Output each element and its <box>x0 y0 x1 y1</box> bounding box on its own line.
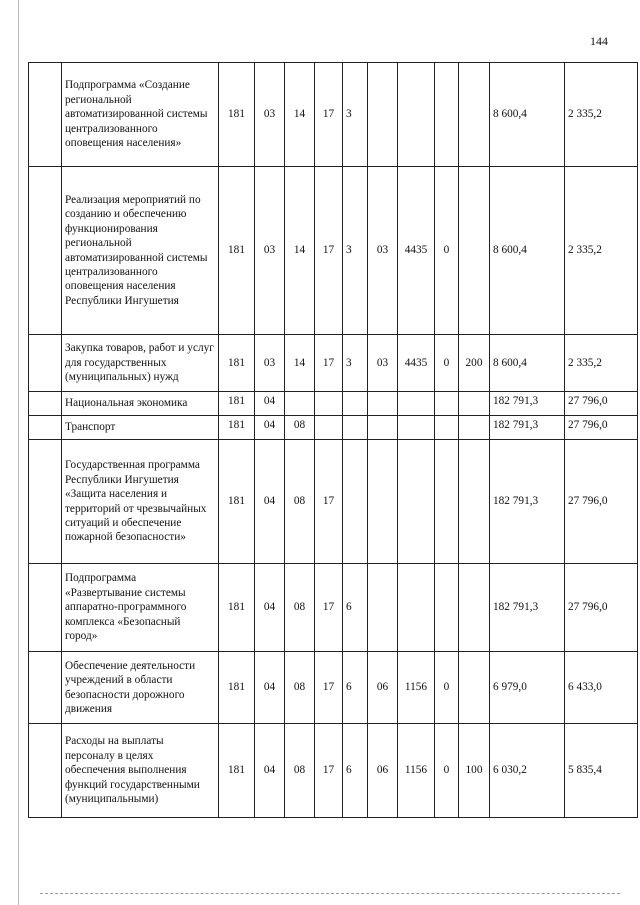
subsection-code: 08 <box>285 564 315 652</box>
table-row <box>29 564 638 652</box>
budget-table <box>28 62 638 818</box>
table-row <box>29 167 638 335</box>
amount-year-2: 5 835,4 <box>565 724 638 818</box>
direction-code: 1156 <box>398 652 435 724</box>
event-code <box>368 63 398 167</box>
table-row <box>29 724 638 818</box>
subprogram-code: 3 <box>343 335 368 392</box>
extra-code: 0 <box>435 724 459 818</box>
subprogram-code <box>343 392 368 416</box>
amount-year-1: 182 791,3 <box>490 392 565 416</box>
event-code: 06 <box>368 652 398 724</box>
section-code: 04 <box>255 392 285 416</box>
program-code: 17 <box>315 167 343 335</box>
subprogram-code: 3 <box>343 167 368 335</box>
extra-code <box>435 416 459 440</box>
section-code: 03 <box>255 63 285 167</box>
direction-code <box>398 440 435 564</box>
row-index-cell <box>29 335 62 392</box>
expense-type-code <box>459 440 490 564</box>
event-code <box>368 416 398 440</box>
subsection-code <box>285 392 315 416</box>
row-index-cell <box>29 440 62 564</box>
extra-code <box>435 440 459 564</box>
program-code: 17 <box>315 335 343 392</box>
ministry-code: 181 <box>219 652 255 724</box>
row-index-cell <box>29 416 62 440</box>
item-name: Закупка товаров, работ и услуг для государственных (муниципальных) нужд <box>62 335 219 392</box>
subsection-code: 14 <box>285 167 315 335</box>
event-code <box>368 392 398 416</box>
section-code: 04 <box>255 652 285 724</box>
direction-code <box>398 564 435 652</box>
section-code: 04 <box>255 724 285 818</box>
direction-code: 4435 <box>398 335 435 392</box>
expense-type-code: 200 <box>459 335 490 392</box>
subprogram-code: 3 <box>343 63 368 167</box>
amount-year-1: 6 979,0 <box>490 652 565 724</box>
subprogram-code <box>343 416 368 440</box>
table-row <box>29 416 638 440</box>
expense-type-code <box>459 392 490 416</box>
amount-year-2: 27 796,0 <box>565 392 638 416</box>
amount-year-2: 2 335,2 <box>565 167 638 335</box>
item-name: Национальная экономика <box>62 392 219 416</box>
program-code: 17 <box>315 652 343 724</box>
expense-type-code <box>459 63 490 167</box>
expense-type-code: 100 <box>459 724 490 818</box>
item-name: Транспорт <box>62 416 219 440</box>
subsection-code: 08 <box>285 440 315 564</box>
item-name: Расходы на выплаты персоналу в целях обеспечения выполнения функций государственными (муниципальными) <box>62 724 219 818</box>
extra-code <box>435 63 459 167</box>
item-name: Подпрограмма «Развертывание системы аппаратно-программного комплекса «Безопасный город» <box>62 564 219 652</box>
amount-year-2: 2 335,2 <box>565 63 638 167</box>
page-edge <box>18 0 19 905</box>
event-code: 03 <box>368 167 398 335</box>
extra-code: 0 <box>435 167 459 335</box>
ministry-code: 181 <box>219 167 255 335</box>
subsection-code: 14 <box>285 63 315 167</box>
direction-code: 1156 <box>398 724 435 818</box>
subsection-code: 08 <box>285 724 315 818</box>
event-code <box>368 564 398 652</box>
extra-code: 0 <box>435 652 459 724</box>
direction-code: 4435 <box>398 167 435 335</box>
amount-year-2: 6 433,0 <box>565 652 638 724</box>
table-row <box>29 335 638 392</box>
expense-type-code <box>459 416 490 440</box>
row-index-cell <box>29 167 62 335</box>
amount-year-2: 27 796,0 <box>565 440 638 564</box>
ministry-code: 181 <box>219 416 255 440</box>
ministry-code: 181 <box>219 440 255 564</box>
program-code <box>315 416 343 440</box>
amount-year-1: 182 791,3 <box>490 440 565 564</box>
subprogram-code: 6 <box>343 564 368 652</box>
section-code: 04 <box>255 416 285 440</box>
row-index-cell <box>29 63 62 167</box>
expense-type-code <box>459 564 490 652</box>
scan-edge-marks <box>40 893 620 898</box>
row-index-cell <box>29 392 62 416</box>
amount-year-1: 182 791,3 <box>490 564 565 652</box>
item-name: Обеспечение деятельности учреждений в области безопасности дорожного движения <box>62 652 219 724</box>
program-code: 17 <box>315 440 343 564</box>
item-name: Реализация мероприятий по созданию и обеспечению функционирования региональной автоматизированной системы централизованного оповещения населения Республики Ингушетия <box>62 167 219 335</box>
table-row <box>29 392 638 416</box>
row-index-cell <box>29 564 62 652</box>
event-code: 06 <box>368 724 398 818</box>
program-code <box>315 392 343 416</box>
table-row <box>29 652 638 724</box>
expense-type-code <box>459 167 490 335</box>
ministry-code: 181 <box>219 564 255 652</box>
section-code: 03 <box>255 335 285 392</box>
event-code: 03 <box>368 335 398 392</box>
amount-year-1: 8 600,4 <box>490 63 565 167</box>
section-code: 04 <box>255 440 285 564</box>
program-code: 17 <box>315 63 343 167</box>
page-number: 144 <box>590 34 608 48</box>
ministry-code: 181 <box>219 335 255 392</box>
row-index-cell <box>29 652 62 724</box>
subprogram-code: 6 <box>343 652 368 724</box>
extra-code: 0 <box>435 335 459 392</box>
extra-code <box>435 392 459 416</box>
expense-type-code <box>459 652 490 724</box>
program-code: 17 <box>315 564 343 652</box>
subsection-code: 08 <box>285 652 315 724</box>
direction-code <box>398 392 435 416</box>
ministry-code: 181 <box>219 63 255 167</box>
amount-year-1: 182 791,3 <box>490 416 565 440</box>
direction-code <box>398 63 435 167</box>
amount-year-1: 6 030,2 <box>490 724 565 818</box>
direction-code <box>398 416 435 440</box>
extra-code <box>435 564 459 652</box>
section-code: 04 <box>255 564 285 652</box>
subsection-code: 08 <box>285 416 315 440</box>
subsection-code: 14 <box>285 335 315 392</box>
ministry-code: 181 <box>219 724 255 818</box>
amount-year-2: 27 796,0 <box>565 564 638 652</box>
section-code: 03 <box>255 167 285 335</box>
event-code <box>368 440 398 564</box>
amount-year-1: 8 600,4 <box>490 335 565 392</box>
table-row <box>29 63 638 167</box>
subprogram-code: 6 <box>343 724 368 818</box>
item-name: Государственная программа Республики Ингушетия «Защита населения и территорий от чрезвычайных ситуаций и обеспечение пожарной безопасности» <box>62 440 219 564</box>
ministry-code: 181 <box>219 392 255 416</box>
amount-year-2: 2 335,2 <box>565 335 638 392</box>
subprogram-code <box>343 440 368 564</box>
table-row <box>29 440 638 564</box>
row-index-cell <box>29 724 62 818</box>
amount-year-1: 8 600,4 <box>490 167 565 335</box>
program-code: 17 <box>315 724 343 818</box>
item-name: Подпрограмма «Создание региональной автоматизированной системы централизованного оповещения населения» <box>62 63 219 167</box>
amount-year-2: 27 796,0 <box>565 416 638 440</box>
